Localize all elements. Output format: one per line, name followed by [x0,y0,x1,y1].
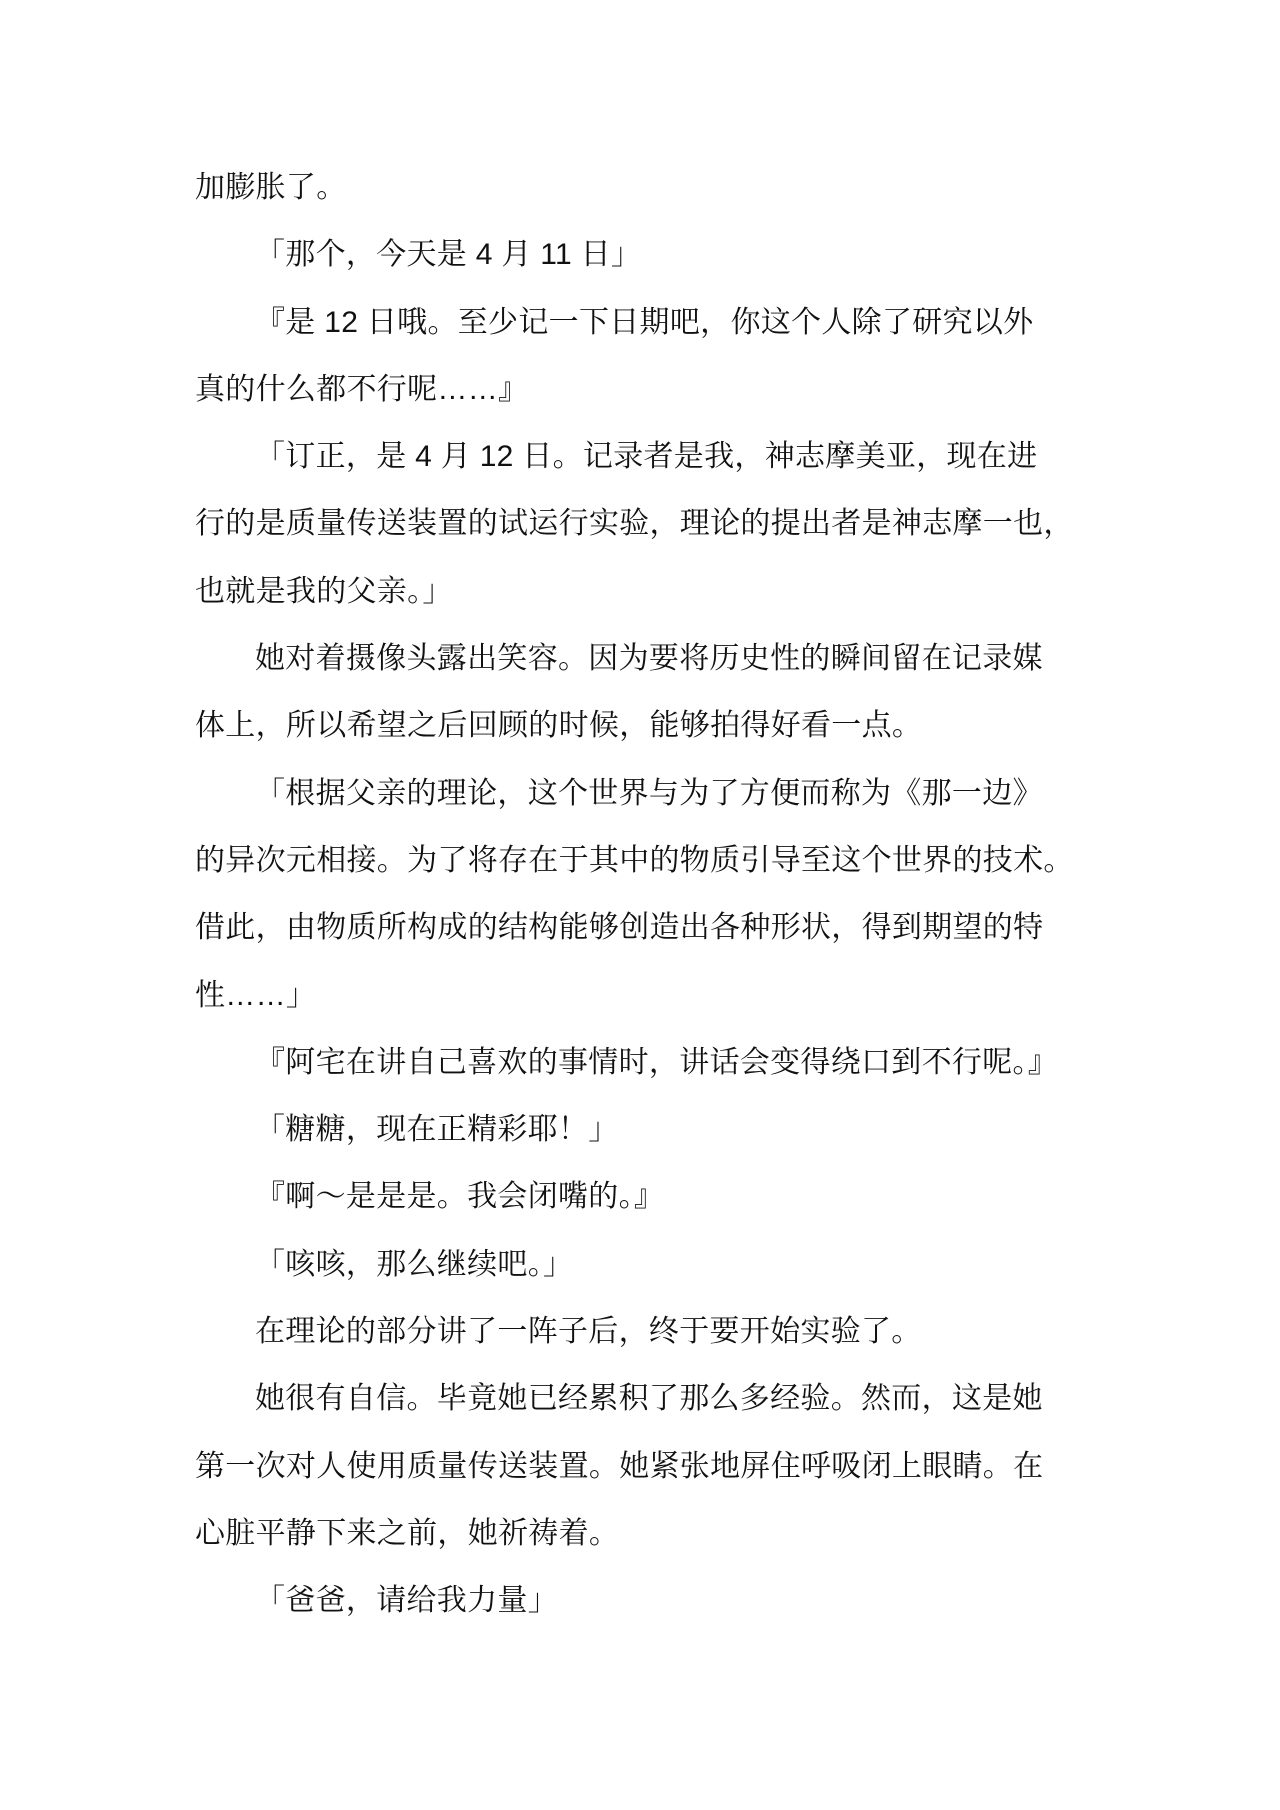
text-line: 的异次元相接。为了将存在于其中的物质引导至这个世界的技术。 [195,843,1074,877]
text-line: 「咳咳，那么继续吧。」 [255,1247,574,1281]
text-line: 加膨胀了。 [195,171,347,204]
text-line: 『啊～是是是。我会闭嘴的。』 [255,1180,665,1214]
text-line: 真的什么都不行呢……』 [195,372,529,406]
text-line: 『是 12 日哦。至少记一下日期吧，你这个人除了研究以外 [255,305,1034,339]
text-line: 第一次对人使用质量传送装置。她紧张地屏住呼吸闭上眼睛。在 [195,1449,1044,1483]
text-line: 体上，所以希望之后回顾的时候，能够拍得好看一点。 [195,709,923,743]
text-line: 性……」 [195,978,317,1012]
text-line: 她对着摄像头露出笑容。因为要将历史性的瞬间留在记录媒 [255,642,1043,676]
document-page [195,154,1125,1635]
text-line: 「订正，是 4 月 12 日。记录者是我，神志摩美亚，现在进 [255,440,1038,474]
text-line: 「糖糖，现在正精彩耶！」 [255,1113,619,1147]
text-line: 她很有自信。毕竟她已经累积了那么多经验。然而，这是她 [255,1382,1043,1416]
text-line: 行的是质量传送装置的试运行实验，理论的提出者是神志摩一也， [195,507,1074,541]
text-line: 也就是我的父亲。」 [195,574,453,608]
text-line: 借此，由物质所构成的结构能够创造出各种形状，得到期望的特 [195,911,1044,945]
text-line: 「那个，今天是 4 月 11 日」 [255,238,642,272]
text-line: 在理论的部分讲了一阵子后，终于要开始实验了。 [255,1315,922,1349]
text-line: 「根据父亲的理论，这个世界与为了方便而称为《那一边》 [255,776,1043,810]
text-line: 「爸爸，请给我力量」 [255,1584,558,1618]
text-line: 『阿宅在讲自己喜欢的事情时，讲话会变得绕口到不行呢。』 [255,1045,1059,1079]
text-line: 心脏平静下来之前，她祈祷着。 [195,1516,620,1550]
